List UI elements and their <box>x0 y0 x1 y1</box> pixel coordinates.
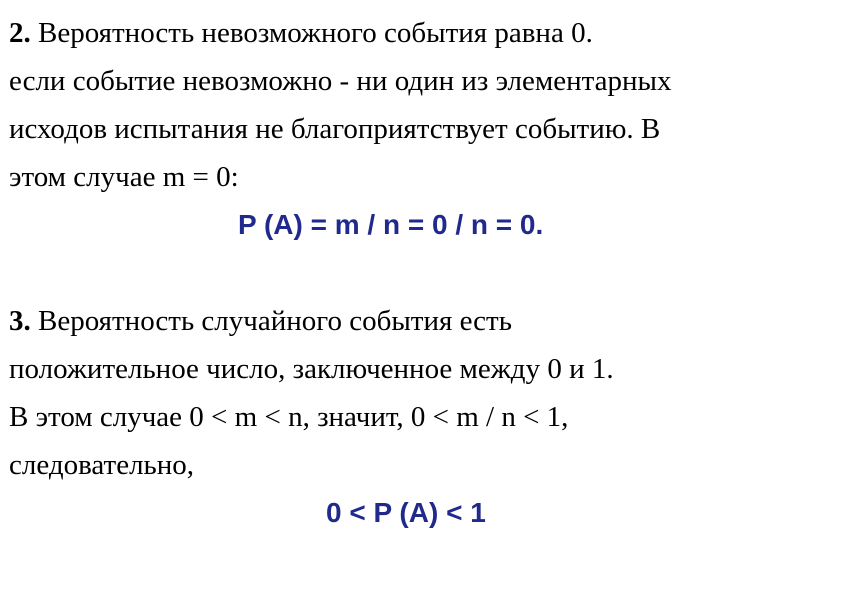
section-3-line-1 <box>9 304 512 338</box>
section-2-formula: P (A) = m / n = 0 / n = 0. <box>238 209 544 240</box>
section-2-line-2: если событие невозможно - ни один из элементарных <box>9 65 672 97</box>
section-2-line-3: исходов испытания не благоприятствует событию. В <box>9 113 661 145</box>
section-2-line-4: этом случае m = 0: <box>9 161 239 193</box>
section-3-line-2: положительное число, заключенное между 0 и 1. <box>9 353 614 385</box>
section-3-line-4: следовательно, <box>9 449 195 481</box>
section-3-line-3: В этом случае 0 < m < n, значит, 0 < m / n < 1, <box>9 401 569 433</box>
section-2-line-1 <box>9 16 593 50</box>
section-3-heading-text: Вероятность случайного события есть <box>38 305 512 337</box>
section-3-number: 3. <box>9 305 31 337</box>
section-3-formula: 0 < P (A) < 1 <box>326 497 486 528</box>
section-2-heading-text: Вероятность невозможного события равна 0. <box>38 17 593 49</box>
section-2-number: 2. <box>9 17 31 49</box>
